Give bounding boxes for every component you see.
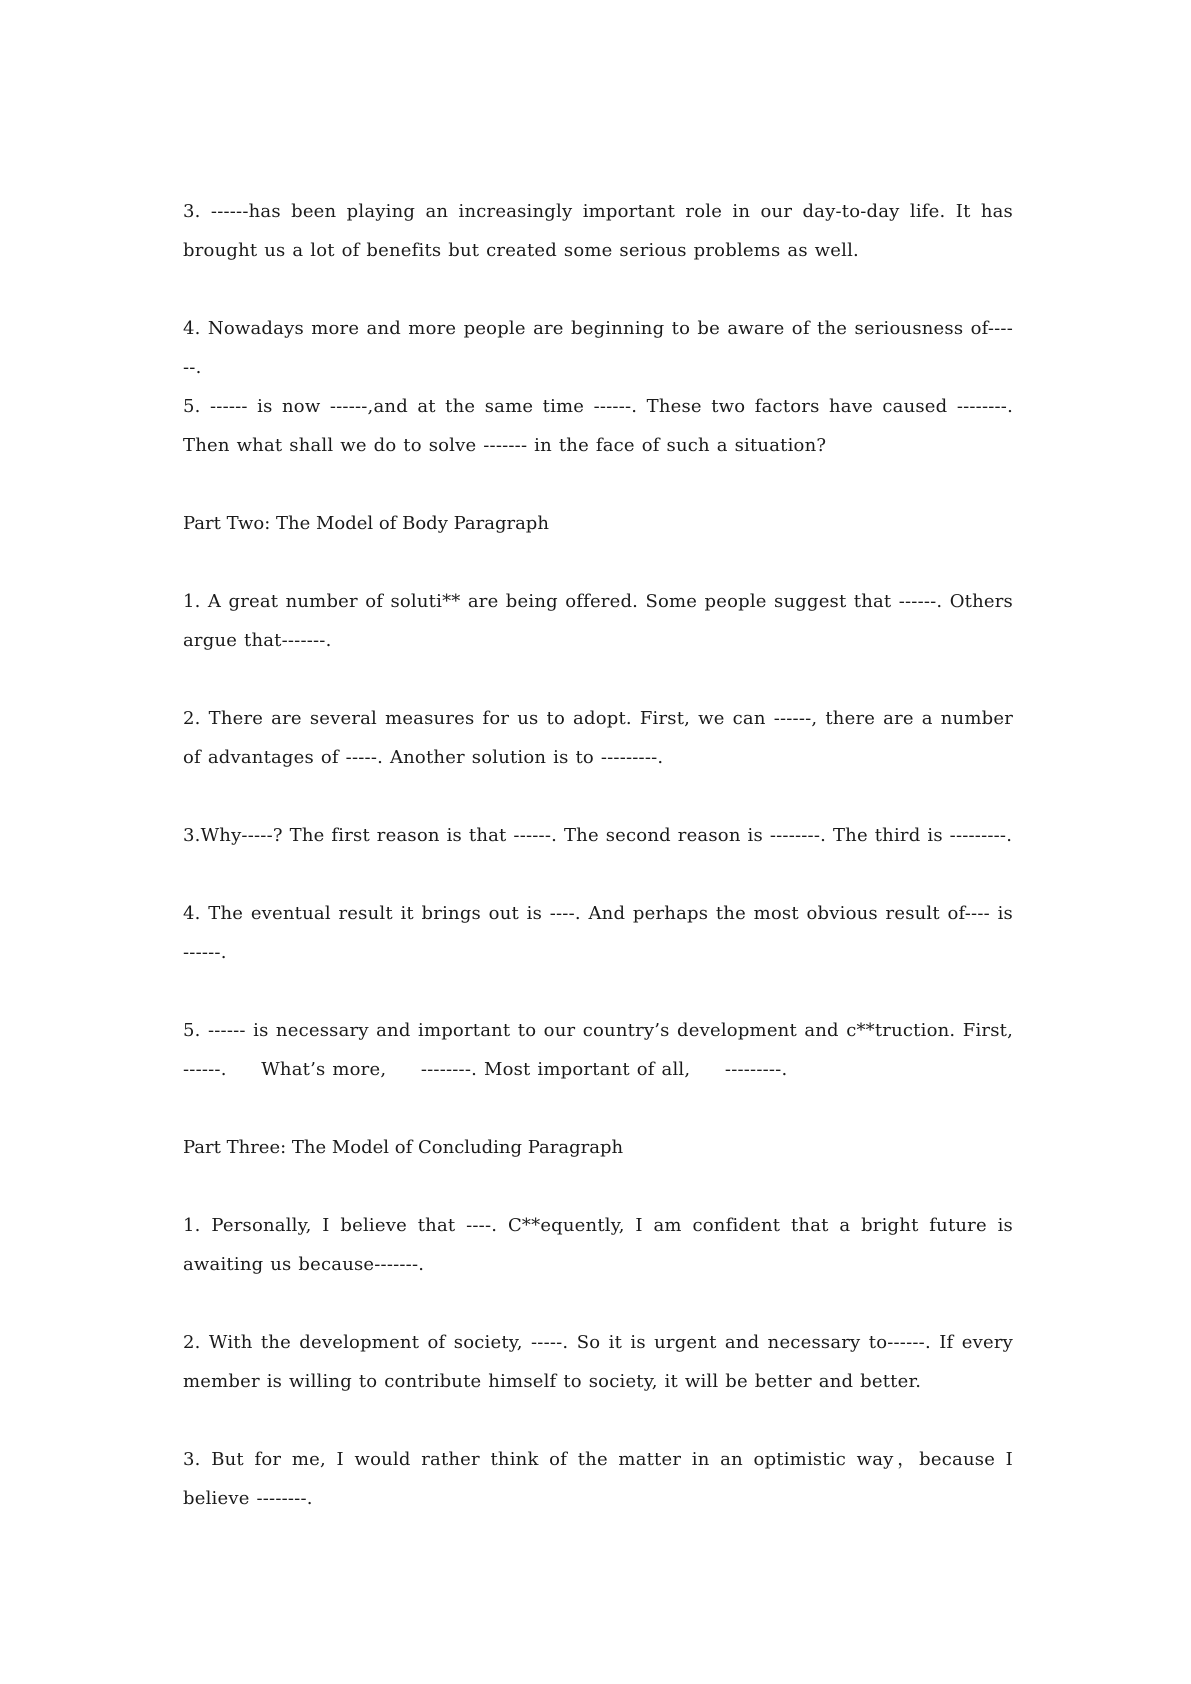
body-paragraph-5: 5. ------ is necessary and important to our country’s development and c**truction. First, ------. What’s more, --------. Most important of all, ---------. <box>183 1020 1020 1080</box>
body-paragraph-4: 4. The eventual result it brings out is ----. And perhaps the most obvious result of---- is ------. <box>183 903 1013 963</box>
conclusion-section-heading: Part Three: The Model of Concluding Paragraph <box>183 1137 624 1158</box>
intro-paragraph-4: 4. Nowadays more and more people are beginning to be aware of the seriousness of------. <box>183 318 1013 378</box>
document-page <box>183 192 1020 1557</box>
intro-paragraph-5: 5. ------ is now ------,and at the same time ------. These two factors have caused --------. Then what shall we do to solve ------- in the face of such a situation? <box>183 396 1013 456</box>
body-paragraph-3: 3.Why-----? The first reason is that ------. The second reason is --------. The third is ---------. <box>183 825 1013 846</box>
body-paragraph-1: 1. A great number of soluti** are being offered. Some people suggest that ------. Others argue that-------. <box>183 591 1013 651</box>
intro-paragraph-3: 3. ------has been playing an increasingly important role in our day-to-day life. It has brought us a lot of benefits but created some serious problems as well. <box>183 201 1013 261</box>
conclusion-paragraph-2: 2. With the development of society, -----. So it is urgent and necessary to------. If every member is willing to contribute himself to society, it will be better and better. <box>183 1332 1013 1392</box>
body-section-heading: Part Two: The Model of Body Paragraph <box>183 513 549 534</box>
conclusion-paragraph-3: 3. But for me, I would rather think of the matter in an optimistic way，because I believe --------. <box>183 1449 1013 1509</box>
conclusion-paragraph-1: 1. Personally, I believe that ----. C**equently, I am confident that a bright future is awaiting us because-------. <box>183 1215 1013 1275</box>
body-paragraph-2: 2. There are several measures for us to adopt. First, we can ------, there are a number of advantages of -----. Another solution is to ---------. <box>183 708 1013 768</box>
